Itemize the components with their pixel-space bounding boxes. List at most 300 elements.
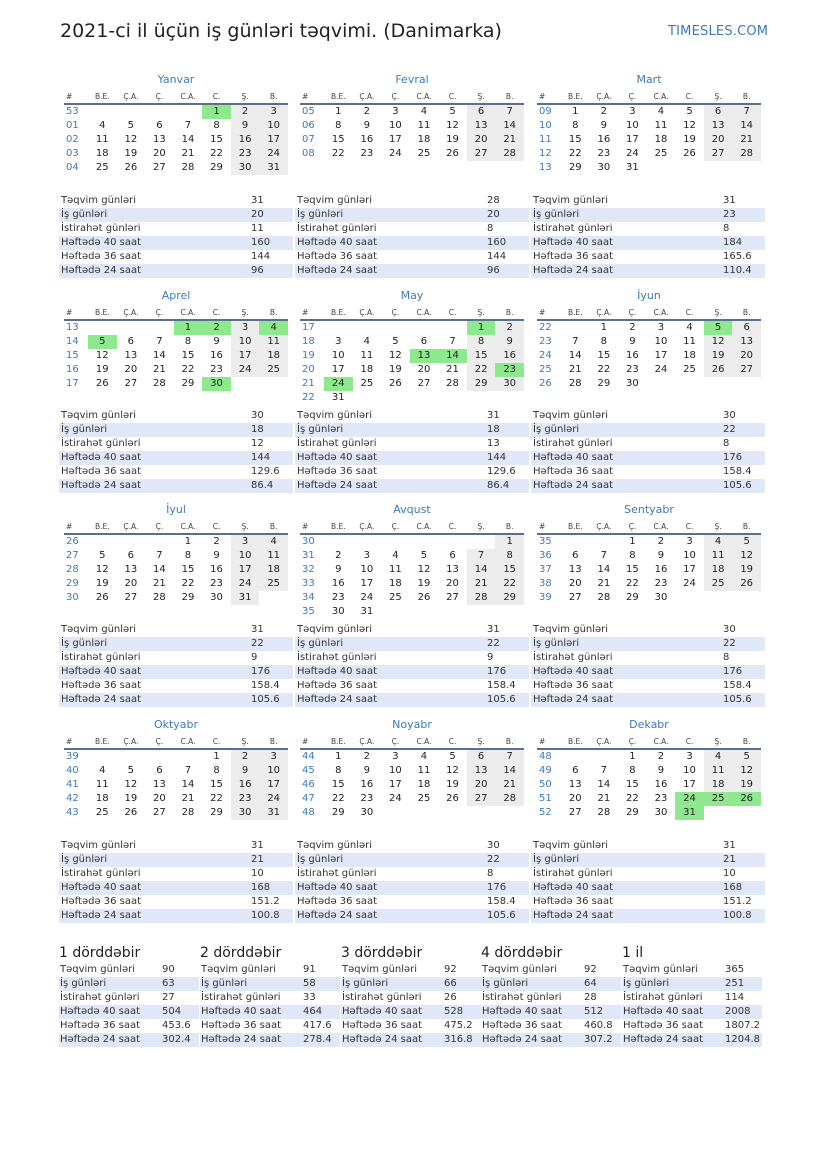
stat-label: Həftədə 36 saat — [623, 1020, 704, 1031]
week-number: 27 — [66, 550, 79, 561]
day-cell: 6 — [704, 104, 733, 119]
day-cell: 4 — [259, 534, 288, 549]
day-cell: 5 — [686, 106, 693, 117]
month-stats-table — [295, 194, 529, 278]
stat-row — [622, 977, 762, 991]
day-cell: 21 — [181, 148, 195, 159]
stat-label: İstirahət günləri — [531, 651, 721, 665]
weekday-header-row — [537, 306, 761, 320]
stat-label: Həftədə 36 saat — [482, 1020, 563, 1031]
stat-label: Həftədə 24 saat — [295, 264, 485, 278]
day-cell: 15 — [210, 134, 223, 145]
weekday-header: C.A. — [410, 90, 439, 104]
day-cell — [732, 591, 761, 605]
day-cell — [495, 806, 524, 820]
day-cell: 11 — [259, 549, 288, 563]
stat-label: İstirahət günləri — [295, 867, 485, 881]
day-cell: 8 — [600, 336, 608, 347]
day-cell: 26 — [124, 807, 138, 818]
stat-row — [531, 437, 765, 451]
week-row — [64, 792, 288, 806]
weekday-header: Ş. — [704, 735, 733, 749]
weekday-header: B.E. — [324, 306, 353, 320]
stat-label: İş günləri — [295, 853, 485, 867]
stat-row — [59, 867, 293, 881]
stat-row — [531, 853, 765, 867]
day-cell: 20 — [467, 778, 496, 792]
weekday-header: B. — [732, 520, 761, 534]
day-cell: 25 — [389, 592, 402, 603]
stat-label: Həftədə 40 saat — [200, 1005, 302, 1019]
stat-label: İstirahət günləri — [482, 992, 562, 1003]
day-cell: 27 — [153, 162, 166, 173]
stat-value: 176 — [485, 665, 529, 679]
week-row — [300, 320, 524, 335]
week-row — [537, 591, 761, 605]
weekday-header: Ş. — [704, 306, 733, 320]
quarter-summary — [59, 944, 199, 1047]
weekday-header: C.A. — [174, 306, 203, 320]
stat-value: 28 — [584, 992, 597, 1003]
month-grid — [64, 306, 288, 391]
weekday-header: B.E. — [561, 520, 590, 534]
week-number: 23 — [539, 336, 552, 347]
summary-stats-table — [200, 963, 340, 1047]
day-cell: 23 — [210, 364, 223, 375]
stat-row — [295, 839, 529, 853]
stat-label: İş günləri — [200, 977, 302, 991]
stat-value: 158.4 — [721, 465, 765, 479]
day-cell: 14 — [568, 350, 582, 361]
weekday-header: C.A. — [647, 520, 676, 534]
stat-label: Həftədə 40 saat — [341, 1005, 443, 1019]
weekday-header-row — [64, 306, 288, 320]
stat-label: Həftədə 40 saat — [295, 236, 485, 250]
day-cell: 5 — [449, 106, 456, 117]
day-cell — [324, 320, 353, 335]
stat-value: 110.4 — [721, 264, 765, 278]
stat-value: 105.6 — [485, 693, 529, 707]
day-cell: 17 — [389, 779, 402, 790]
stat-row — [200, 963, 340, 977]
month-calendar — [64, 718, 288, 820]
stat-value: 20 — [485, 208, 529, 222]
stat-value: 1807.2 — [725, 1020, 760, 1031]
stat-label: Həftədə 24 saat — [531, 909, 721, 923]
day-cell: 7 — [572, 336, 579, 347]
day-cell: 28 — [153, 592, 166, 603]
day-cell: 19 — [124, 793, 138, 804]
day-cell: 8 — [629, 550, 636, 561]
month-name: May — [400, 289, 424, 302]
day-cell: 16 — [654, 564, 668, 575]
stat-value: 9 — [249, 651, 293, 665]
day-cell — [495, 605, 524, 619]
day-cell: 29 — [495, 591, 524, 605]
week-row — [64, 335, 288, 349]
day-cell: 23 — [231, 792, 260, 806]
day-cell: 3 — [629, 106, 636, 117]
stat-value: 31 — [249, 623, 293, 637]
day-cell: 15 — [495, 563, 524, 577]
day-cell: 2 — [495, 320, 524, 335]
day-cell: 25 — [95, 162, 109, 173]
stat-value: 96 — [485, 264, 529, 278]
day-cell: 10 — [389, 765, 402, 776]
day-cell: 26 — [446, 793, 459, 804]
stat-value: 92 — [444, 964, 457, 975]
stat-value: 10 — [721, 867, 765, 881]
stat-value: 30 — [249, 409, 293, 423]
day-cell: 28 — [597, 592, 611, 603]
day-cell — [438, 605, 467, 619]
stat-row — [531, 839, 765, 853]
stat-label: İstirahət günləri — [295, 437, 485, 451]
stat-value: 8 — [721, 437, 765, 451]
day-cell: 10 — [683, 765, 696, 776]
stat-label: Həftədə 24 saat — [531, 264, 721, 278]
month-name: Dekabr — [629, 718, 669, 731]
stat-row — [295, 881, 529, 895]
stat-label: İş günləri — [59, 637, 249, 651]
day-cell: 4 — [420, 751, 428, 762]
stat-label: Təqvim günləri — [59, 409, 249, 423]
weekday-header: C.A. — [647, 735, 676, 749]
day-cell: 9 — [213, 336, 220, 347]
day-cell: 7 — [732, 104, 761, 119]
day-cell — [704, 591, 733, 605]
week-number: 37 — [539, 564, 552, 575]
day-cell: 24 — [389, 148, 402, 159]
weekday-header: C.A. — [647, 306, 676, 320]
stat-label: Təqvim günləri — [531, 194, 721, 208]
stat-label: Həftədə 36 saat — [531, 895, 721, 909]
weekday-header: B.E. — [561, 90, 590, 104]
stat-value: 105.6 — [721, 479, 765, 493]
week-number: 11 — [539, 134, 552, 145]
weekday-header: Ş. — [231, 306, 260, 320]
day-cell: 11 — [360, 350, 374, 361]
stat-value: 100.8 — [249, 909, 293, 923]
day-cell: 2 — [231, 104, 260, 119]
stat-row — [622, 1005, 762, 1019]
week-row — [64, 563, 288, 577]
stat-row — [59, 236, 293, 250]
day-cell: 30 — [626, 378, 639, 389]
stat-value: 30 — [721, 623, 765, 637]
day-cell: 3 — [686, 536, 693, 547]
day-cell — [732, 161, 761, 175]
quarter-summary — [200, 944, 340, 1047]
stat-value: 528 — [443, 1005, 481, 1019]
day-cell: 12 — [683, 120, 696, 131]
stat-label: Həftədə 24 saat — [295, 479, 485, 493]
day-cell: 22 — [181, 578, 195, 589]
day-cell: 14 — [597, 564, 611, 575]
month-name: Aprel — [161, 289, 191, 302]
stat-value: 160 — [249, 236, 293, 250]
stat-label: Həftədə 36 saat — [531, 250, 721, 264]
weekday-header: Ç. — [381, 735, 410, 749]
week-number: 52 — [539, 807, 552, 818]
day-cell: 7 — [467, 549, 496, 563]
stat-label: Təqvim günləri — [623, 964, 699, 975]
weekday-header: C.A. — [410, 520, 439, 534]
week-number: 35 — [302, 606, 315, 617]
day-cell: 4 — [99, 765, 106, 776]
weekday-header: Ş. — [704, 90, 733, 104]
week-row — [300, 147, 524, 161]
weekday-header: Ç.A. — [117, 90, 146, 104]
stat-value: 278.4 — [302, 1033, 340, 1047]
day-cell: 15 — [181, 350, 195, 361]
stat-label: İstirahət günləri — [295, 222, 485, 236]
week-number: 48 — [302, 807, 315, 818]
day-cell: 6 — [732, 320, 761, 335]
stat-value: 91 — [303, 964, 316, 975]
week-number: 35 — [539, 536, 552, 547]
week-row — [537, 792, 761, 806]
week-number: 29 — [66, 578, 79, 589]
month-calendar — [300, 289, 524, 405]
day-cell: 26 — [417, 592, 431, 603]
day-cell: 26 — [95, 592, 109, 603]
day-cell — [145, 749, 174, 764]
brand-logo[interactable]: TIMESLES.COM — [668, 24, 769, 39]
day-cell: 28 — [467, 591, 496, 605]
stat-label: Təqvim günləri — [295, 194, 485, 208]
weekday-header: C. — [438, 90, 467, 104]
week-row — [64, 363, 288, 377]
weekday-header: B.E. — [88, 520, 117, 534]
day-cell: 13 — [467, 119, 496, 133]
quarter-summary — [341, 944, 481, 1047]
stat-value: 33 — [303, 992, 316, 1003]
stat-value: 251 — [724, 977, 762, 991]
week-row — [537, 363, 761, 377]
stat-row — [200, 1005, 340, 1019]
day-cell: 17 — [360, 578, 374, 589]
day-cell: 4 — [704, 534, 733, 549]
week-number: 44 — [302, 751, 315, 762]
stat-label: Həftədə 40 saat — [59, 236, 249, 250]
stat-label: İş günləri — [59, 208, 249, 222]
stat-row — [200, 1019, 340, 1033]
day-cell: 17 — [231, 563, 260, 577]
day-cell: 1 — [213, 751, 220, 762]
stat-row — [295, 250, 529, 264]
weekday-header: # — [300, 306, 324, 320]
month-calendar — [64, 289, 288, 391]
day-cell: 20 — [732, 349, 761, 363]
weekday-header-row — [64, 90, 288, 104]
day-cell: 21 — [181, 793, 195, 804]
week-number: 48 — [539, 751, 552, 762]
stat-value: 151.2 — [249, 895, 293, 909]
stat-value: 144 — [485, 451, 529, 465]
stat-row — [59, 222, 293, 236]
stat-label: İstirahət günləri — [531, 222, 721, 236]
stat-row — [59, 881, 293, 895]
stat-row — [481, 1005, 621, 1019]
day-cell: 16 — [626, 350, 639, 361]
stat-label: İş günləri — [531, 637, 721, 651]
stat-label: Təqvim günləri — [295, 839, 485, 853]
weekday-header: B. — [495, 306, 524, 320]
week-row — [300, 591, 524, 605]
stat-value: 21 — [721, 853, 765, 867]
day-cell: 27 — [467, 792, 496, 806]
stat-value: 23 — [721, 208, 765, 222]
stat-row — [59, 194, 293, 208]
stat-label: Təqvim günləri — [295, 409, 485, 423]
month-stats-table — [531, 194, 765, 278]
weekday-header: Ç. — [145, 306, 174, 320]
day-cell: 2 — [629, 322, 636, 333]
day-cell: 9 — [335, 564, 342, 575]
day-cell: 9 — [629, 336, 636, 347]
day-cell: 17 — [259, 778, 288, 792]
day-cell: 26 — [732, 577, 761, 591]
quarter-summary — [481, 944, 621, 1047]
stat-row — [295, 423, 529, 437]
day-cell: 4 — [99, 120, 106, 131]
day-cell: 24 — [259, 147, 288, 161]
stat-value: 63 — [161, 977, 199, 991]
day-cell: 16 — [360, 779, 374, 790]
stat-row — [295, 465, 529, 479]
day-cell: 4 — [686, 322, 693, 333]
stat-row — [59, 437, 293, 451]
stat-row — [295, 665, 529, 679]
stat-row — [531, 409, 765, 423]
day-cell: 8 — [629, 765, 636, 776]
day-cell — [675, 377, 704, 391]
day-cell: 13 — [704, 119, 733, 133]
weekday-header-row — [64, 520, 288, 534]
weekday-header: Ç.A. — [117, 520, 146, 534]
day-cell: 5 — [392, 336, 399, 347]
weekday-header: Ş. — [704, 520, 733, 534]
day-cell — [410, 391, 439, 405]
day-cell: 23 — [654, 578, 668, 589]
day-cell: 18 — [389, 578, 402, 589]
week-number: 24 — [539, 350, 552, 361]
weekday-header: Ç.A. — [590, 735, 619, 749]
day-cell: 1 — [572, 106, 579, 117]
day-cell: 17 — [389, 134, 402, 145]
day-cell: 3 — [231, 320, 260, 335]
day-cell: 24 — [259, 792, 288, 806]
week-row — [64, 133, 288, 147]
weekday-header-row — [64, 735, 288, 749]
day-cell: 2 — [335, 550, 342, 561]
day-cell: 18 — [704, 563, 733, 577]
day-cell — [231, 377, 260, 391]
stat-row — [295, 236, 529, 250]
day-cell: 16 — [231, 778, 260, 792]
day-cell: 13 — [124, 350, 138, 361]
stat-label: Həftədə 36 saat — [295, 679, 485, 693]
weekday-header: B. — [259, 306, 288, 320]
day-cell: 10 — [231, 549, 260, 563]
day-cell — [495, 391, 524, 405]
day-cell — [590, 534, 619, 549]
week-row — [300, 806, 524, 820]
day-cell: 8 — [572, 120, 579, 131]
day-cell: 20 — [446, 578, 459, 589]
day-cell — [410, 605, 439, 619]
day-cell: 25 — [259, 363, 288, 377]
weekday-header: Ç. — [618, 90, 647, 104]
stat-row — [531, 465, 765, 479]
day-cell: 23 — [495, 363, 524, 377]
month-stats-table — [295, 409, 529, 493]
day-cell: 14 — [181, 779, 195, 790]
day-cell: 15 — [626, 564, 639, 575]
summary-stats-table — [59, 963, 199, 1047]
month-name: Fevral — [395, 73, 429, 86]
day-cell — [88, 320, 117, 335]
day-cell: 18 — [417, 779, 431, 790]
day-cell: 15 — [626, 779, 639, 790]
stat-label: Həftədə 24 saat — [59, 693, 249, 707]
stat-value: 512 — [583, 1005, 621, 1019]
day-cell: 9 — [231, 119, 260, 133]
day-cell: 1 — [600, 322, 608, 333]
day-cell: 10 — [259, 764, 288, 778]
week-row — [64, 377, 288, 391]
stat-label: Həftədə 36 saat — [295, 895, 485, 909]
month-grid — [537, 520, 761, 605]
day-cell: 24 — [324, 377, 353, 391]
day-cell: 1 — [184, 536, 192, 547]
stat-label: Həftədə 24 saat — [341, 1033, 443, 1047]
day-cell: 16 — [360, 134, 374, 145]
day-cell: 27 — [467, 147, 496, 161]
weekday-header: B. — [259, 735, 288, 749]
day-cell: 8 — [213, 120, 220, 131]
day-cell: 21 — [446, 364, 459, 375]
day-cell: 14 — [153, 564, 166, 575]
stat-value: 21 — [249, 853, 293, 867]
week-row — [64, 749, 288, 764]
weekday-header: Ç.A. — [353, 90, 382, 104]
week-row — [300, 549, 524, 563]
day-cell: 7 — [156, 336, 163, 347]
weekday-header: B. — [259, 520, 288, 534]
stat-row — [59, 839, 293, 853]
day-cell: 13 — [467, 764, 496, 778]
stat-label: Həftədə 36 saat — [59, 250, 249, 264]
stat-label: Həftədə 40 saat — [622, 1005, 724, 1019]
day-cell: 10 — [626, 120, 639, 131]
week-row — [537, 320, 761, 335]
stat-row — [59, 963, 199, 977]
stat-value: 144 — [249, 250, 293, 264]
weekday-header-row — [537, 90, 761, 104]
day-cell: 11 — [417, 120, 431, 131]
day-cell: 10 — [360, 564, 374, 575]
stat-value: 144 — [485, 250, 529, 264]
week-row — [537, 534, 761, 549]
stat-row — [295, 208, 529, 222]
day-cell: 15 — [331, 779, 345, 790]
week-number: 22 — [539, 322, 552, 333]
day-cell: 14 — [597, 779, 611, 790]
stat-label: Həftədə 36 saat — [531, 465, 721, 479]
day-cell: 3 — [363, 550, 371, 561]
